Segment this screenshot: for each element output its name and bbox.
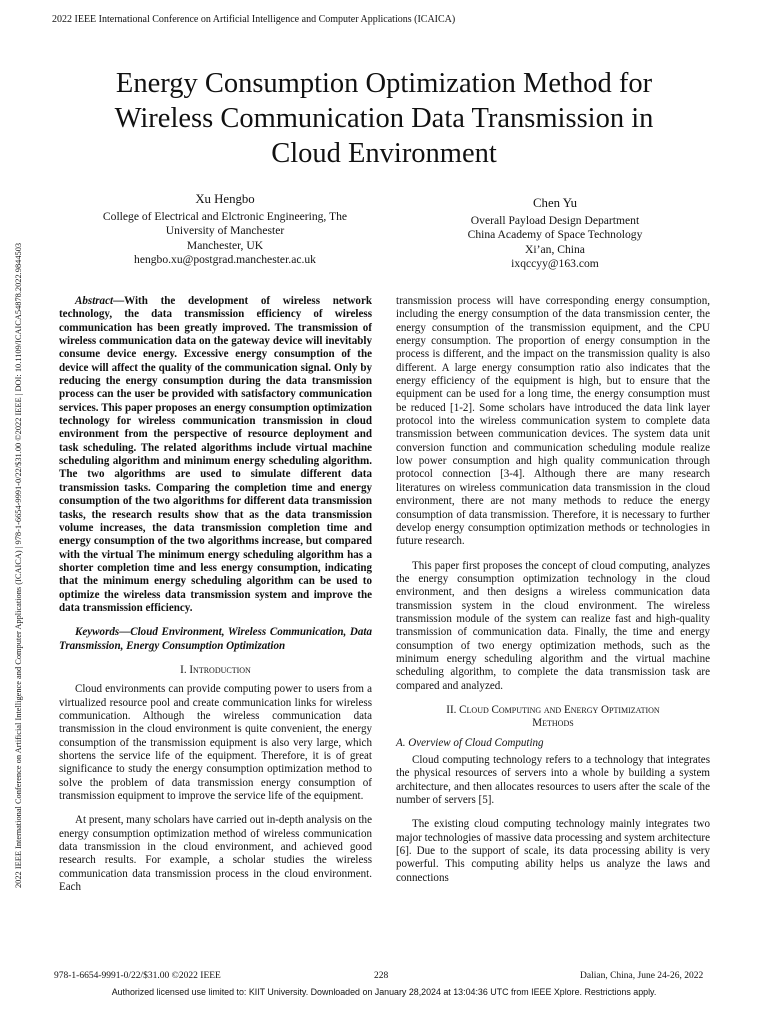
title-line-2: Wireless Communication Data Transmission in — [114, 103, 654, 134]
section-heading: I. Introduction — [180, 663, 251, 676]
side-doi-text: 2022 IEEE International Conference on Artificial Intelligence and Computer Applications (ICAICA) | 978-1-6654-9991-0/22/$31.00 ©2022 IEEE | DOI: 10.1109/ICAICA54878.2022.9844503 — [14, 242, 23, 888]
title-line-1: Energy Consumption Optimization Method for — [115, 68, 653, 99]
keywords-text: Cloud Environment, Wireless Communication, Data Transmission, Energy Consumption Optimization — [59, 626, 372, 652]
keywords-label: Keywords — [75, 626, 120, 639]
author-email: ixqccyy@163.com — [511, 257, 599, 271]
author-affiliation-line: Overall Payload Design Department — [470, 213, 640, 227]
footer-location: Dalian, China, June 24-26, 2022 — [580, 971, 704, 981]
abstract-label: Abstract — [75, 295, 114, 307]
footer-isbn: 978-1-6654-9991-0/22/$31.00 ©2022 IEEE — [54, 971, 221, 981]
abstract-paragraph: Abstract—With the development of wireless network technology, the data transmission efficiency of wireless communication has been greatly improved. The transmission of wireless communication data on the gateway device will inevitably consume device energy. Excessive energy consumption of the device will affect the quality of the communication signal. Only by reducing the energy consumption during the data transmission process can the user be provided with satisfactory communication services. This paper proposes an energy consumption optimization technology for wireless communication transmission in cloud environment from the perspective of resource deployment and task scheduling. The related algorithms include virtual machine scheduling algorithm and minimum energy scheduling algorithm. The two algorithms are used to simulate different data transmission tasks. Comparing the completion time and energy consumption of the two algorithms for different data transmission tasks, the research results show that as the data transmission volume increases, the data transmission completion time and energy consumption of the two algorithms increase, but compared with the virtual The minimum energy scheduling algorithm has a shorter completion time and less energy consumption, indicating that the minimum energy scheduling algorithm can be used to optimize the wireless data transmission system and improve the data transmission efficiency. — [59, 295, 372, 614]
conference-header: 2022 IEEE International Conference on Artificial Intelligence and Computer Applications (ICAICA) — [52, 14, 456, 25]
intro-paragraph-3: This paper first proposes the concept of cloud computing, analyzes the energy consumption optimization technology in the cloud environment, and then designs a wireless communication data transmission system in the cloud environment. The wireless transmission module of the system can realize fast and high-quality transmission of communication data. Finally, the time and energy consumption of two energy optimization methods, such as the minimum energy scheduling algorithm and the virtual machine scheduling algorithm, to complete the data transmission task are compared and analyzed. — [396, 559, 710, 692]
abstract-text: With the development of wireless network technology, the data transmission efficiency of wireless communication has been greatly improved. The transmission of wireless communication data on the gateway device will inevitably consume device energy. Excessive energy consumption of the device will affect the quality of the communication signal. Only by reducing the energy consumption during the data transmission process can the user be provided with satisfactory communication services. This paper proposes an energy consumption optimization technology for wireless communication transmission in cloud environment from the perspective of resource deployment and task scheduling. The related algorithms include virtual machine scheduling algorithm and minimum energy scheduling algorithm. The two algorithms are used to simulate different data transmission tasks. Comparing the completion time and energy consumption of the two algorithms for different data transmission tasks, the research results show that as the data transmission volume increases, the data transmission completion time and energy consumption of the two algorithms increase, but compared with the virtual The minimum energy scheduling algorithm has a shorter completion time and less energy consumption, indicating that the minimum energy scheduling algorithm can be used to optimize the wireless data transmission system and improve the data transmission efficiency. — [59, 295, 372, 614]
intro-paragraph-2-continued: transmission process will have corresponding energy consumption, including the energy consumption of the data transmission center, the energy consumption of the transmission equipment, and the CPU energy consumption. The proportion of energy consumption in the process is different, and the impact on the transmission quality is also different. A large energy consumption ratio also indicates that the energy efficiency of the equipment is high, but to ensure that the equipment can be used for a long time, the energy consumption must be reduced [1-2]. Some scholars have introduced the data link layer protocol into the wireless communication system to complete data transmission between communication devices. The system data unit conversion function and communication scheduling module realize low power consumption and high quality communication through protocol connection [3-4]. Although there are many research literatures on wireless communication data transmission in the cloud environment, there are not many methods to reduce the energy consumption of data transmission. Therefore, it is necessary to further develop energy consumption optimization methods or technologies in future research. — [396, 295, 710, 548]
section2a-paragraph-2: The existing cloud computing technology mainly integrates two major technologies of massive data processing and system architecture [6]. Due to the support of scale, its data processing ability is very powerful. This computing ability helps us analyze the laws and connections — [396, 818, 710, 884]
side-doi-strip — [2, 138, 26, 888]
author-block-2 — [410, 196, 700, 272]
author-affiliation-line: University of Manchester — [165, 224, 285, 238]
author-name: Chen Yu — [533, 196, 577, 210]
section2a-paragraph-1: Cloud computing technology refers to a technology that integrates the physical resources of servers into a whole by building a system architecture, and then allocates resources to users after the scale of the number of servers [5]. — [396, 754, 710, 807]
intro-paragraph-2: At present, many scholars have carried out in-depth analysis on the energy consumption optimization method of wireless communication data transmission in the cloud environment, and achieved good research results. For example, a scholar studies the wireless communication data transmission process in the cloud environment. Each — [59, 814, 372, 894]
author-block-1 — [60, 192, 390, 268]
left-column — [59, 295, 372, 894]
author-affiliation-line: China Academy of Space Technology — [467, 228, 643, 242]
subsection-heading: A. Overview of Cloud Computing — [396, 736, 544, 749]
author-affiliation-line: Manchester, UK — [186, 238, 264, 252]
paper-title — [60, 66, 708, 171]
footer-page-number: 228 — [374, 971, 389, 981]
section-heading: II. Cloud Computing and Energy Optimization Methods — [446, 703, 660, 730]
title-line-3: Cloud Environment — [271, 138, 497, 169]
author-affiliation-line: College of Electrical and Elctronic Engineering, The — [102, 209, 348, 223]
intro-paragraph-1: Cloud environments can provide computing power to users from a virtualized resource pool and create communication links for wireless communication. Although the wireless communication data transmission in the cloud environment is quite convenient, the energy consumption of the transmission equipment is also very large, which shortens the service life of the equipment. Therefore, it is of great significance to study the energy consumption optimization method to solve the problem of data transmission energy consumption of transmission equipment to improve the service life of the equipment. — [59, 683, 372, 803]
author-name: Xu Hengbo — [195, 192, 255, 206]
right-column — [396, 295, 710, 885]
license-notice: Authorized licensed use limited to: KIIT University. Downloaded on January 28,2024 at 13:04:36 UTC from IEEE Xplore. Restrictions apply. — [111, 987, 657, 997]
author-affiliation-line: Xi’an, China — [525, 242, 585, 256]
author-email: hengbo.xu@postgrad.manchester.ac.uk — [134, 253, 316, 267]
keywords-paragraph: Keywords—Cloud Environment, Wireless Communication, Data Transmission, Energy Consumption Optimization — [59, 626, 372, 652]
